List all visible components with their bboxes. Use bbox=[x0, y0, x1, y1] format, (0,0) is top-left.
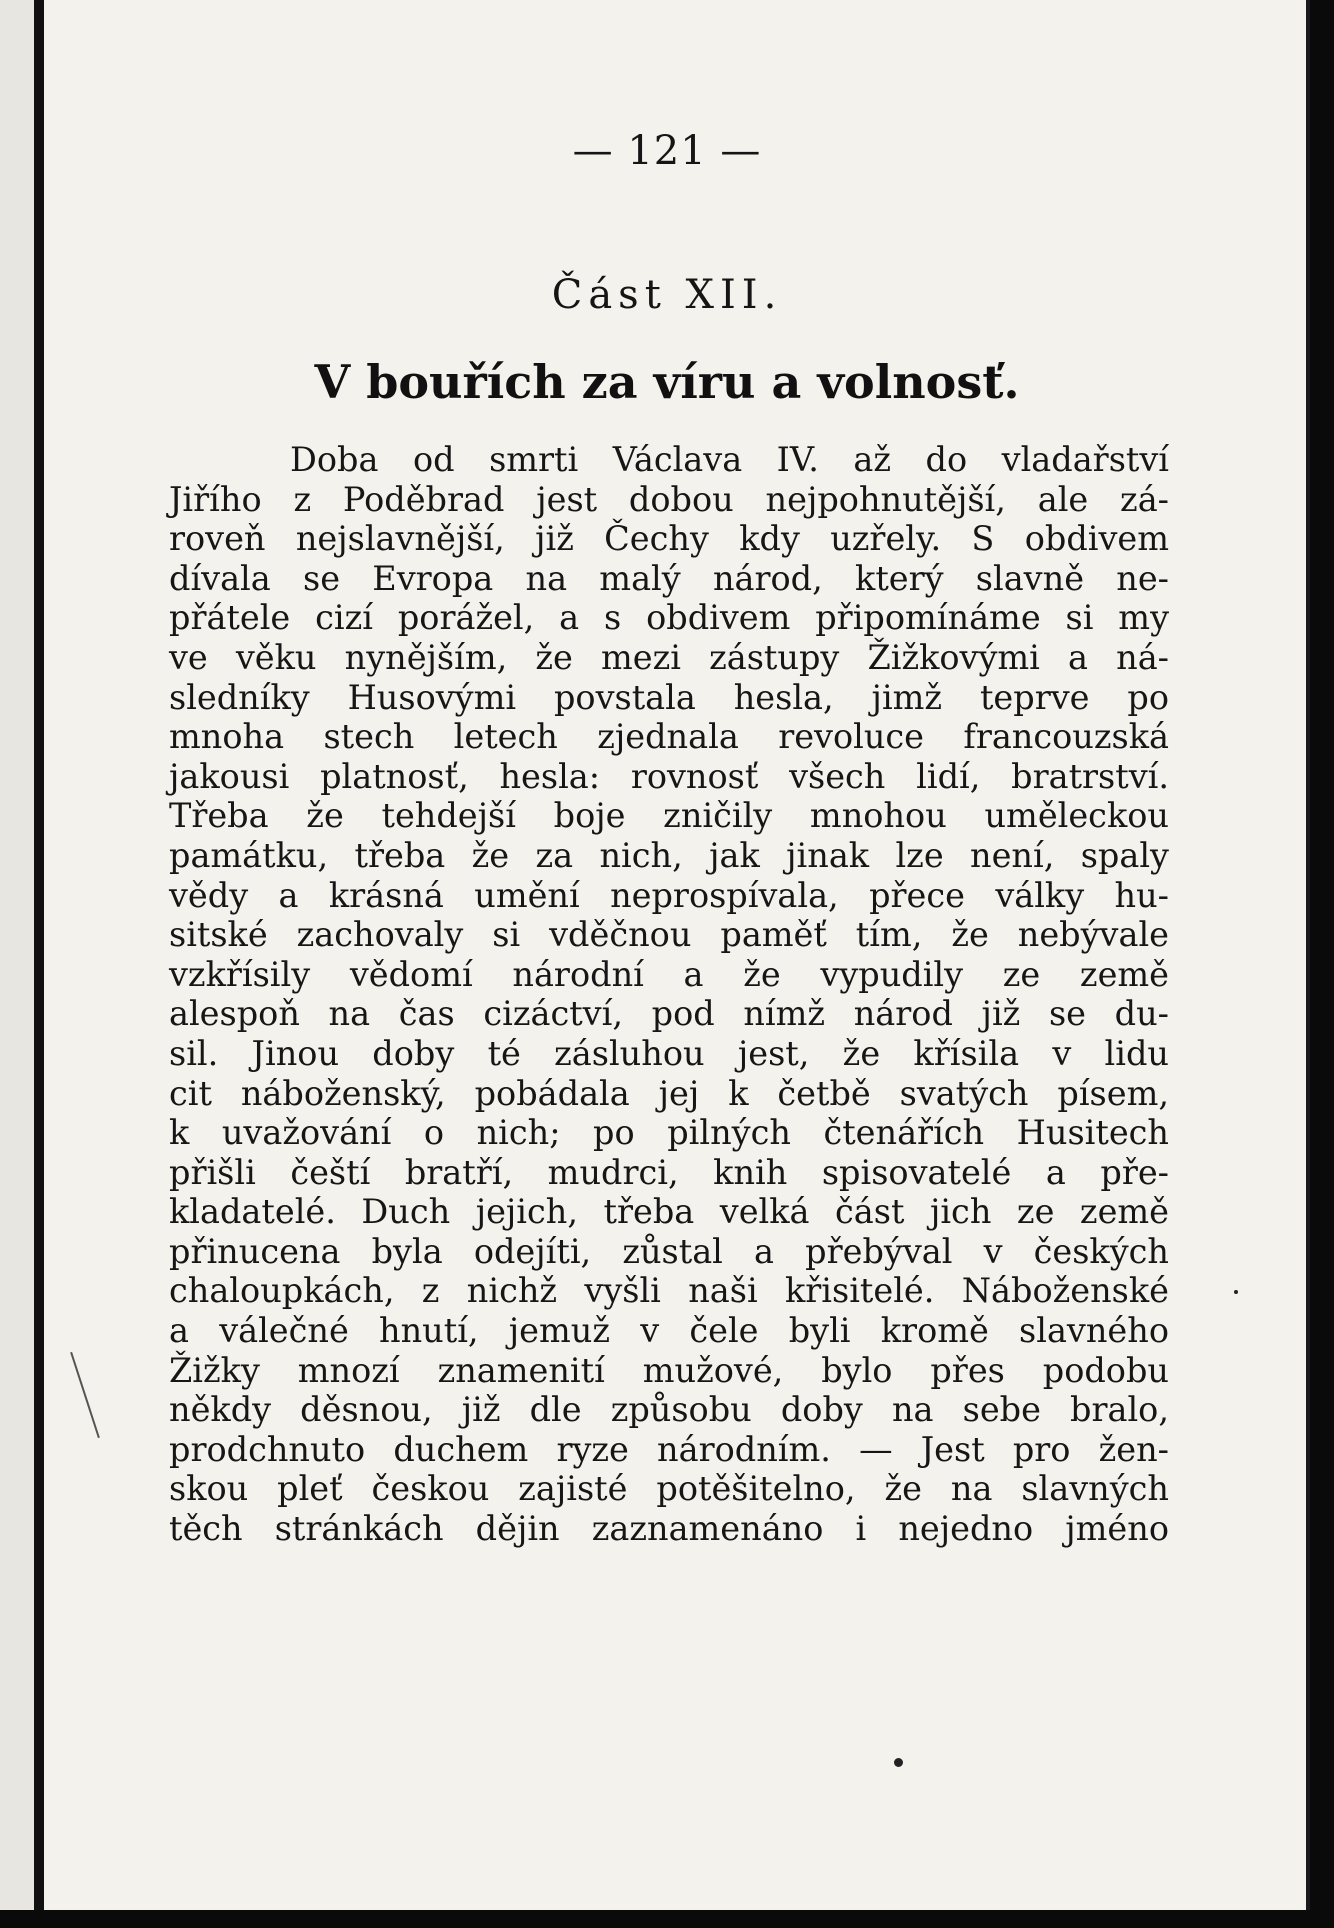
text-line: památku, třeba že za nich, jak jinak lze není, spaly bbox=[169, 835, 1169, 875]
text-line: přišli čeští bratří, mudrci, knih spisovatelé a pře- bbox=[169, 1152, 1169, 1192]
text-line: vzkřísily vědomí národní a že vypudily ze země bbox=[169, 954, 1169, 994]
text-line: a válečné hnutí, jemuž v čele byli kromě slavného bbox=[169, 1311, 1169, 1351]
text-line: těch stránkách dějin zaznamenáno i nejedno jméno bbox=[169, 1509, 1169, 1549]
part-heading: Část XII. bbox=[551, 272, 783, 318]
text-line: přátele cizí porážel, a s obdivem připomínáme si my bbox=[169, 598, 1169, 638]
text-line: Třeba že tehdejší boje zničily mnohou uměleckou bbox=[169, 796, 1169, 836]
text-line: cit náboženský, pobádala jej k četbě svatých písem, bbox=[169, 1073, 1169, 1113]
text-line: Žižky mnozí znamenití mužové, bylo přes podobu bbox=[169, 1350, 1169, 1390]
text-line: vědy a krásná umění neprospívala, přece války hu- bbox=[169, 875, 1169, 915]
text-line: Doba od smrti Václava IV. až do vladařství bbox=[290, 440, 1169, 479]
text-line: alespoň na čas cizáctví, pod nímž národ již se du- bbox=[169, 994, 1169, 1034]
text-line: sil. Jinou doby té zásluhou jest, že křísila v lidu bbox=[169, 1033, 1169, 1073]
scan-speck bbox=[1234, 1290, 1238, 1294]
text-line: někdy děsnou, již dle způsobu doby na sebe bralo, bbox=[169, 1390, 1169, 1430]
text-line: chaloupkách, z nichž vyšli naši křisitelé. Náboženské bbox=[169, 1271, 1169, 1311]
text-line: ve věku nynějším, že mezi zástupy Žižkovými a ná- bbox=[169, 637, 1169, 677]
text-line: roveň nejslavnější, již Čechy kdy uzřely. S obdivem bbox=[169, 519, 1169, 559]
text-line: skou pleť českou zajisté potěšitelno, že na slavných bbox=[169, 1469, 1169, 1509]
text-line: jakousi platnosť, hesla: rovnosť všech lidí, bratrství. bbox=[169, 756, 1169, 796]
body-paragraph bbox=[169, 440, 1169, 1549]
chapter-title: V bouřích za víru a volnosť. bbox=[314, 355, 1020, 409]
text-line: dívala se Evropa na malý národ, který slavně ne- bbox=[169, 558, 1169, 598]
text-line: sledníky Husovými povstala hesla, jimž teprve po bbox=[169, 677, 1169, 717]
page-number: — 121 — bbox=[572, 128, 762, 174]
scan-scratch bbox=[70, 1352, 100, 1438]
page-bottom-edge bbox=[0, 1910, 1334, 1928]
text-line: k uvažování o nich; po pilných čtenářích Husitech bbox=[169, 1113, 1169, 1153]
text-line: prodchnuto duchem ryze národním. — Jest pro žen- bbox=[169, 1429, 1169, 1469]
text-line: mnoha stech letech zjednala revoluce francouzská bbox=[169, 717, 1169, 757]
text-line: kladatelé. Duch jejich, třeba velká část jich ze země bbox=[169, 1192, 1169, 1232]
text-line: přinucena byla odejíti, zůstal a přebýval v českých bbox=[169, 1231, 1169, 1271]
text-line: sitské zachovaly si vděčnou paměť tím, že nebývale bbox=[169, 915, 1169, 955]
text-line: Jiřího z Poděbrad jest dobou nejpohnutější, ale zá- bbox=[169, 479, 1169, 519]
scan-speck bbox=[894, 1758, 903, 1767]
